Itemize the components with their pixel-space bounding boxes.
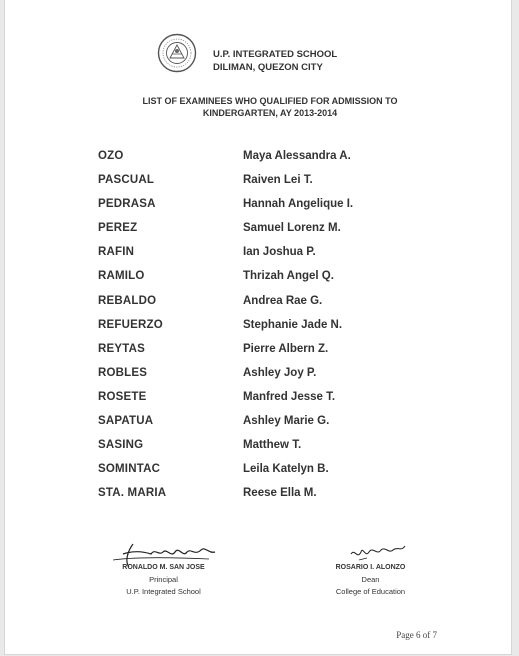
surname: ROBLES	[98, 366, 148, 379]
surname: REBALDO	[98, 294, 157, 307]
given-name: Thrizah Angel Q.	[243, 270, 334, 283]
principal-signatory	[101, 562, 226, 598]
principal-office: U.P. Integrated School	[126, 587, 201, 596]
surname: STA. MARIA	[98, 487, 167, 500]
examinee-row	[5, 367, 511, 391]
given-name: Leila Katelyn B.	[243, 463, 329, 476]
examinee-row	[5, 391, 511, 415]
given-name: Manfred Jesse T.	[243, 390, 336, 403]
given-name: Hannah Angelique I.	[243, 198, 354, 211]
surname: SOMINTAC	[98, 463, 161, 476]
surname: PASCUAL	[98, 174, 155, 187]
surname: REYTAS	[98, 342, 145, 355]
examinee-row	[5, 174, 511, 198]
list-title	[95, 95, 445, 119]
school-header	[213, 48, 337, 74]
examinee-row	[5, 198, 511, 222]
examinee-row	[5, 295, 511, 319]
surname: SAPATUA	[98, 415, 154, 428]
given-name: Pierre Albern Z.	[243, 342, 329, 355]
given-name: Stephanie Jade N.	[243, 318, 343, 331]
given-name: Ian Joshua P.	[243, 246, 316, 259]
given-name: Andrea Rae G.	[243, 294, 323, 307]
surname: PEDRASA	[98, 198, 156, 211]
surname: RAFIN	[98, 246, 135, 259]
list-title-line1: LIST OF EXAMINEES WHO QUALIFIED FOR ADMISSION TO	[142, 96, 398, 106]
given-name: Ashley Joy P.	[243, 366, 317, 379]
examinee-row	[5, 222, 511, 246]
school-location: DILIMAN, QUEZON CITY	[213, 62, 323, 73]
page-number: Page 6 of 7	[396, 630, 437, 640]
examinee-row	[5, 150, 511, 174]
document-page	[4, 0, 512, 655]
list-title-line2: KINDERGARTEN, AY 2013-2014	[202, 108, 338, 118]
surname: RAMILO	[98, 270, 145, 283]
surname: OZO	[98, 150, 124, 162]
given-name: Matthew T.	[243, 439, 302, 452]
dean-position: Dean	[361, 575, 380, 584]
examinee-row	[5, 439, 511, 463]
examinee-row	[5, 246, 511, 270]
principal-position: Principal	[149, 575, 178, 584]
given-name: Reese Ella M.	[243, 487, 317, 500]
examinee-row	[5, 343, 511, 367]
examinee-row	[5, 487, 511, 511]
dean-office: College of Education	[335, 587, 406, 596]
examinee-row	[5, 319, 511, 343]
up-seal-icon	[157, 33, 197, 73]
examinee-row	[5, 270, 511, 294]
dean-name: ROSARIO I. ALONZO	[335, 564, 406, 571]
given-name: Ashley Marie G.	[243, 415, 330, 428]
dean-signatory	[313, 562, 428, 598]
examinee-list	[5, 150, 511, 511]
dean-signature	[347, 542, 409, 564]
surname: REFUERZO	[98, 318, 163, 331]
given-name: Raiven Lei T.	[243, 174, 313, 187]
given-name: Maya Alessandra A.	[243, 150, 351, 162]
examinee-row	[5, 415, 511, 439]
surname: SASING	[98, 439, 144, 452]
surname: PEREZ	[98, 222, 138, 235]
given-name: Samuel Lorenz M.	[243, 222, 341, 235]
principal-name: RONALDO M. SAN JOSE	[122, 564, 205, 571]
surname: ROSETE	[98, 390, 147, 403]
school-name: U.P. INTEGRATED SCHOOL	[213, 49, 338, 60]
examinee-row	[5, 463, 511, 487]
